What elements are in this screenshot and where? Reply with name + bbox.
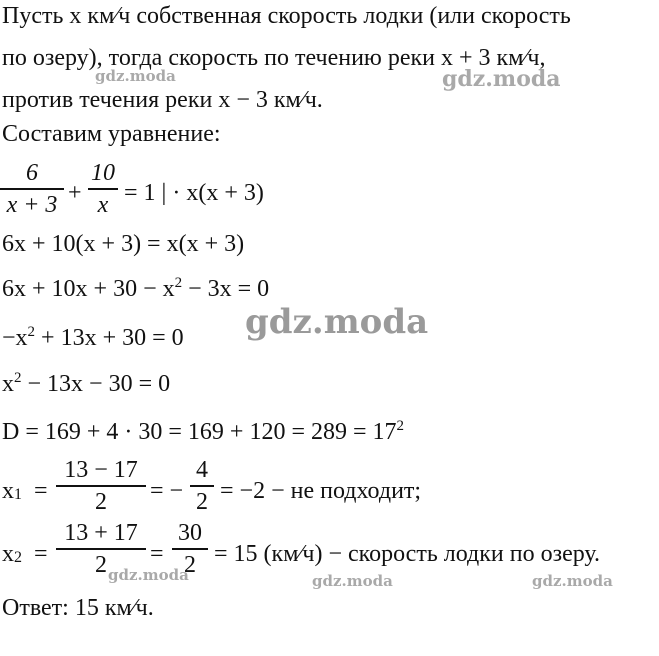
watermark: gdz.moda: [245, 302, 429, 342]
x2-numerator: 13 + 17: [64, 520, 138, 546]
intro-line-3: против течения реки x − 3 км⁄ч.: [2, 87, 323, 113]
x1-tail: = −2 − не подходит;: [220, 478, 422, 504]
discriminant-part-a: D = 169 + 4 · 30 = 169 + 120 = 289 = 17: [2, 419, 397, 445]
watermark: gdz.moda: [442, 66, 561, 92]
eq3-exponent: 2: [174, 275, 183, 291]
fraction-bar: [88, 188, 118, 190]
compose-label: Составим уравнение:: [2, 121, 221, 147]
watermark: gdz.moda: [95, 67, 176, 85]
eq1-fraction-2-denominator: x: [97, 191, 109, 218]
eq4-exponent: 2: [27, 324, 36, 340]
intro-line-2: по озеру), тогда скорость по течению реки x + 3 км⁄ч,: [2, 45, 546, 71]
intro-line-1: Пусть x км⁄ч собственная скорость лодки (или скорость: [2, 3, 571, 29]
x2-tail: = 15 (км⁄ч) − скорость лодки по озеру.: [214, 541, 601, 567]
watermark: gdz.moda: [312, 572, 393, 590]
x1-mid: = −: [150, 478, 184, 504]
x2-variable: x: [2, 541, 14, 567]
x2-label: [2, 540, 22, 568]
eq5-part-a: x: [2, 371, 14, 397]
eq3-part-b: − 3x = 0: [182, 276, 270, 302]
x1-numerator: 13 − 17: [64, 457, 138, 483]
x1-denominator-2: 2: [196, 488, 208, 515]
discriminant-exponent: 2: [396, 418, 405, 434]
x2-numerator-2: 30: [178, 520, 202, 546]
watermark: gdz.moda: [108, 566, 189, 584]
eq5: [2, 370, 170, 398]
eq4-part-a: −x: [2, 325, 28, 351]
x1-numerator-2: 4: [196, 457, 208, 483]
discriminant: [2, 418, 404, 446]
eq5-part-b: − 13x − 30 = 0: [21, 371, 171, 397]
x1-fraction: [56, 457, 146, 515]
x2-mid: =: [150, 541, 164, 567]
x1-fraction-2: [190, 457, 214, 515]
x1-subscript: 1: [14, 486, 22, 503]
eq1-plus: +: [68, 180, 82, 206]
x1-denominator: 2: [95, 488, 107, 515]
x2-equals: =: [34, 541, 48, 567]
fraction-bar: [0, 188, 64, 190]
eq2: 6x + 10(x + 3) = x(x + 3): [2, 231, 245, 257]
eq3-part-a: 6x + 10x + 30 − x: [2, 276, 175, 302]
x2-denominator: 2: [95, 551, 107, 578]
answer: Ответ: 15 км⁄ч.: [2, 595, 154, 621]
eq1-fraction-1-denominator: x + 3: [6, 191, 58, 218]
fraction-bar: [172, 548, 208, 550]
eq4-part-b: + 13x + 30 = 0: [35, 325, 184, 351]
watermark: gdz.moda: [532, 572, 613, 590]
fraction-bar: [56, 548, 146, 550]
eq4: [2, 324, 184, 352]
x2-denominator-2: 2: [184, 551, 196, 578]
x1-label: [2, 477, 22, 505]
fraction-bar: [56, 485, 146, 487]
x1-variable: x: [2, 478, 14, 504]
fraction-bar: [190, 485, 214, 487]
eq5-exponent: 2: [14, 370, 22, 386]
eq3: [2, 275, 269, 303]
eq1-fraction-1: [0, 160, 64, 218]
eq1-fraction-2: [88, 160, 118, 218]
eq1-fraction-2-numerator: 10: [91, 160, 115, 186]
eq1-rest: = 1 | · x(x + 3): [124, 180, 264, 206]
eq1-fraction-1-numerator: 6: [26, 160, 38, 186]
x1-equals: =: [34, 478, 48, 504]
x2-subscript: 2: [14, 549, 22, 566]
